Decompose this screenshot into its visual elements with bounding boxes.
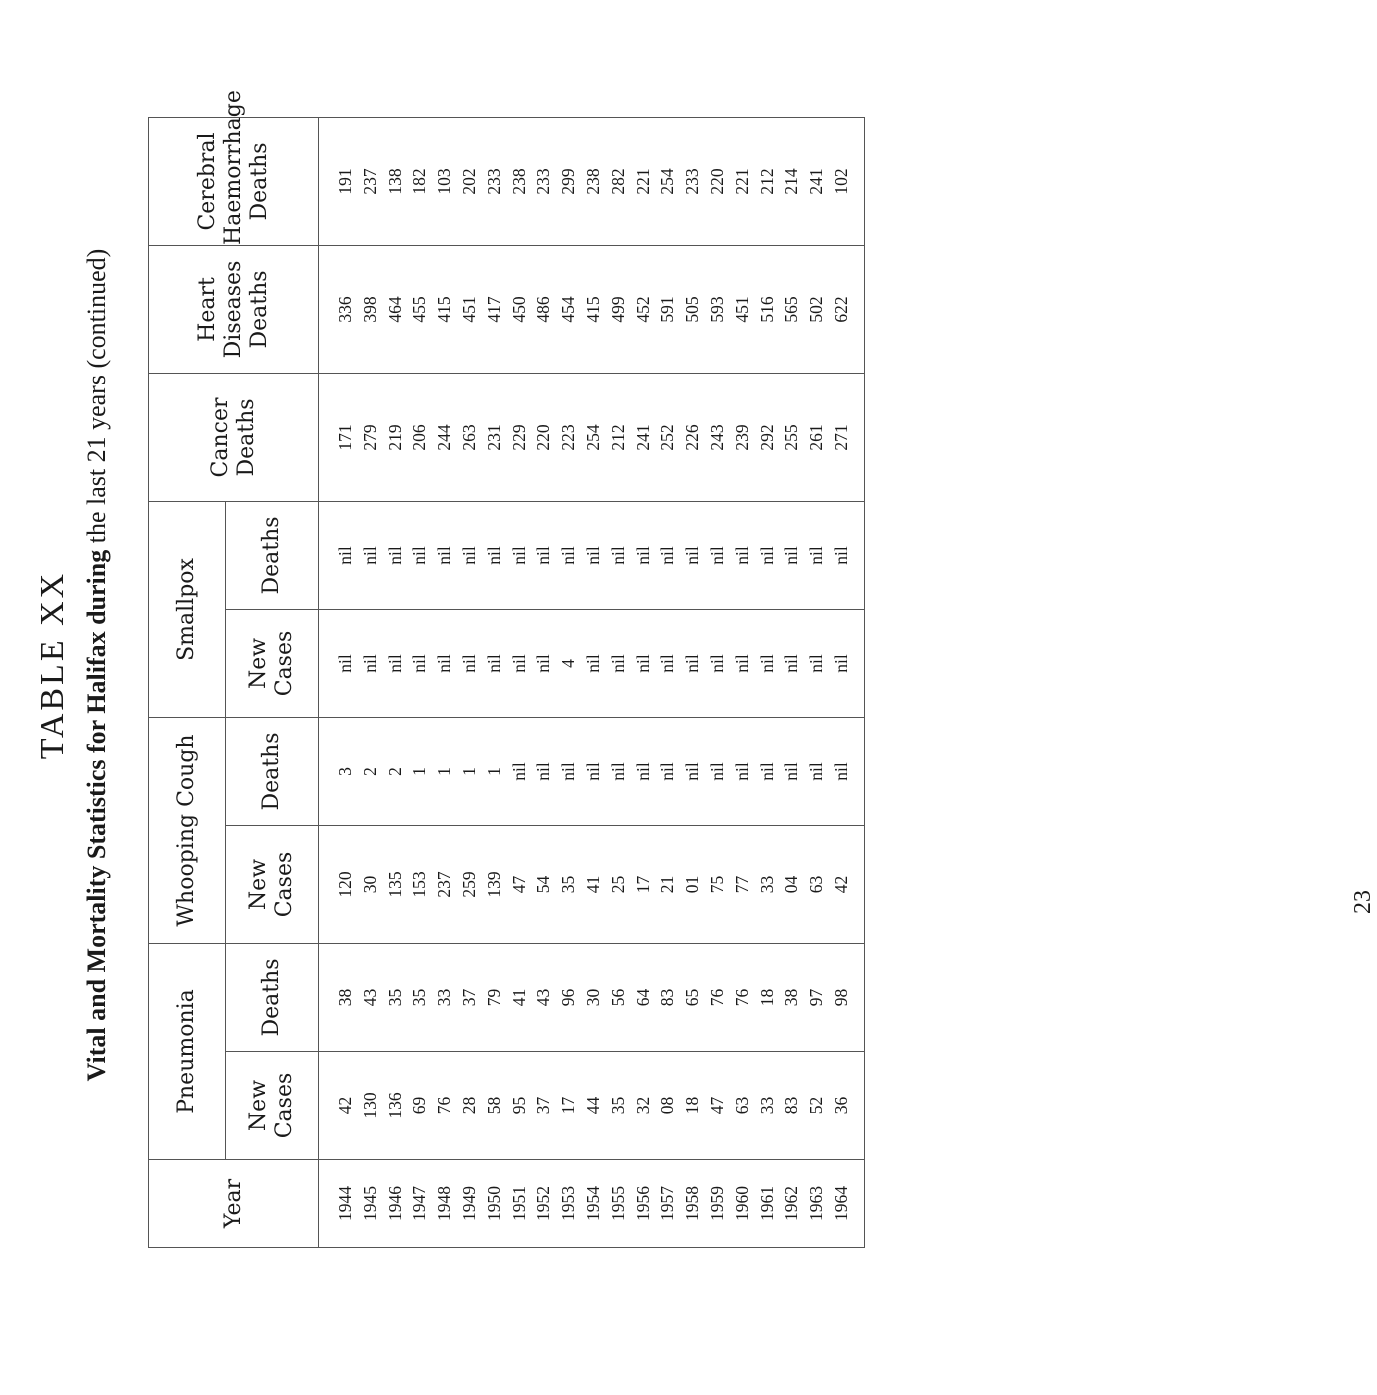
table-cell: 219 (384, 424, 405, 451)
table-cell: 2 (384, 767, 405, 776)
pneumonia-new-cases-column (319, 1052, 865, 1160)
table-cell: 223 (558, 424, 579, 451)
heart-diseases-deaths-column (319, 245, 865, 373)
header-cerebral-haemorrhage-deaths: Cerebral Haemorrhage Deaths (149, 117, 319, 245)
header-smallpox-deaths: Deaths (226, 501, 319, 609)
table-cell: 255 (781, 424, 802, 451)
table-cell: 263 (458, 424, 479, 451)
table-cell: 1948 (434, 1186, 455, 1221)
table-cell: nil (706, 546, 727, 565)
whooping-cough-new-cases-column (319, 826, 865, 944)
table-cell: nil (731, 654, 752, 673)
table-subtitle-plain: the last 21 years (continued) (82, 248, 111, 544)
table-cell: nil (682, 654, 703, 673)
table-cell: 252 (657, 424, 678, 451)
table-cell: 3 (335, 767, 355, 776)
table-cell: nil (508, 546, 529, 565)
table-cell: 516 (756, 296, 777, 323)
table-cell: nil (533, 762, 554, 781)
table-cell: nil (830, 546, 851, 565)
table-cell: nil (781, 546, 802, 565)
table-cell: 1958 (682, 1186, 703, 1221)
table-cell: nil (607, 762, 628, 781)
table-cell: 17 (632, 875, 653, 894)
table-cell: nil (409, 654, 430, 673)
table-cell: 102 (830, 168, 851, 195)
table-cell: 292 (756, 424, 777, 451)
table-cell: 21 (657, 875, 678, 894)
table-cell: nil (682, 762, 703, 781)
table-cell: nil (558, 762, 579, 781)
header-year: Year (149, 1160, 319, 1248)
table-cell: 1 (458, 767, 479, 776)
table-cell: 63 (731, 1096, 752, 1115)
table-cell: 505 (682, 296, 703, 323)
header-pneumonia: Pneumonia (149, 944, 226, 1160)
table-cell: 1947 (409, 1186, 430, 1221)
table-cell: 64 (632, 988, 653, 1007)
table-title: TABLE XX (34, 570, 71, 760)
table-cell: 36 (830, 1096, 851, 1115)
table-cell: 17 (558, 1096, 579, 1115)
table-cell: 42 (335, 1096, 355, 1115)
table-cell: 221 (731, 168, 752, 195)
table-cell: nil (384, 654, 405, 673)
table-cell: 237 (359, 168, 380, 195)
table-cell: nil (582, 654, 603, 673)
table-cell: 1962 (781, 1186, 802, 1221)
table-cell: 120 (335, 871, 355, 898)
table-cell: 450 (508, 296, 529, 323)
table-cell: nil (731, 762, 752, 781)
table-cell: 42 (830, 875, 851, 894)
table-cell: 415 (434, 296, 455, 323)
table-cell: 56 (607, 988, 628, 1007)
table-cell: 415 (582, 296, 603, 323)
table-cell: nil (458, 546, 479, 565)
table-cell: nil (830, 654, 851, 673)
table-cell: 41 (508, 988, 529, 1007)
table-cell: 130 (359, 1092, 380, 1119)
table-cell: 54 (533, 875, 554, 894)
table-cell: nil (781, 762, 802, 781)
header-smallpox-new-cases: New Cases (226, 609, 319, 717)
table-cell: nil (359, 654, 380, 673)
table-cell: 243 (706, 424, 727, 451)
table-cell: 1 (483, 767, 504, 776)
table-cell: 1957 (657, 1186, 678, 1221)
header-whooping-cough: Whooping Cough (149, 717, 226, 943)
table-cell: 486 (533, 296, 554, 323)
table-cell: 417 (483, 296, 504, 323)
table-cell: 83 (657, 988, 678, 1007)
header-whooping-cough-deaths: Deaths (226, 717, 319, 825)
table-cell: 1952 (533, 1186, 554, 1221)
table-cell: 451 (458, 296, 479, 323)
table-cell: nil (731, 546, 752, 565)
table-cell: 65 (682, 988, 703, 1007)
table-cell: 30 (582, 988, 603, 1007)
table-cell: 1963 (806, 1186, 827, 1221)
table-cell: 221 (632, 168, 653, 195)
whooping-cough-deaths-column (319, 717, 865, 825)
table-cell: nil (434, 546, 455, 565)
table-cell: 38 (335, 988, 355, 1007)
table-cell: nil (409, 546, 430, 565)
table-cell: 279 (359, 424, 380, 451)
table-cell: nil (632, 762, 653, 781)
table-cell: 1961 (756, 1186, 777, 1221)
table-cell: nil (335, 654, 355, 673)
table-cell: 220 (533, 424, 554, 451)
table-cell: 76 (706, 988, 727, 1007)
table-cell: 97 (806, 988, 827, 1007)
table-subtitle-bold: Vital and Mortality Statistics for Halifax during (82, 549, 111, 1082)
header-whooping-cough-new-cases: New Cases (226, 826, 319, 944)
table-cell: 271 (830, 424, 851, 451)
table-cell: 1951 (508, 1186, 529, 1221)
statistics-table (148, 90, 865, 1248)
table-cell: 01 (682, 875, 703, 894)
table-cell: 229 (508, 424, 529, 451)
table-cell: 1 (434, 767, 455, 776)
table-cell: 43 (533, 988, 554, 1007)
table-cell: nil (607, 546, 628, 565)
table-cell: 202 (458, 168, 479, 195)
table-cell: nil (508, 654, 529, 673)
year-column (319, 1160, 865, 1248)
header-smallpox: Smallpox (149, 501, 226, 717)
table-cell: nil (558, 546, 579, 565)
table-cell: nil (335, 546, 355, 565)
table-cell: nil (483, 654, 504, 673)
table-cell: 451 (731, 296, 752, 323)
table-cell: 153 (409, 871, 430, 898)
table-cell: 135 (384, 871, 405, 898)
table-cell: nil (756, 654, 777, 673)
table-cell: nil (582, 546, 603, 565)
header-cancer-deaths: Cancer Deaths (149, 373, 319, 501)
table-cell: 08 (657, 1096, 678, 1115)
table-cell: nil (706, 762, 727, 781)
table-cell: 35 (607, 1096, 628, 1115)
table-cell: nil (706, 654, 727, 673)
table-cell: nil (508, 762, 529, 781)
table-cell: 226 (682, 424, 703, 451)
table-cell: 455 (409, 296, 430, 323)
table-cell: nil (806, 762, 827, 781)
table-cell: 214 (781, 168, 802, 195)
table-cell: 191 (335, 168, 355, 195)
table-cell: 452 (632, 296, 653, 323)
cerebral-haemorrhage-deaths-column (319, 117, 865, 245)
table-cell: 241 (806, 168, 827, 195)
table-cell: nil (806, 546, 827, 565)
table-cell: 69 (409, 1096, 430, 1115)
table-cell: 76 (731, 988, 752, 1007)
smallpox-new-cases-column (319, 609, 865, 717)
table-cell: 33 (434, 988, 455, 1007)
table-cell: 37 (533, 1096, 554, 1115)
table-cell: 103 (434, 168, 455, 195)
table-cell: 1949 (458, 1186, 479, 1221)
table-cell: nil (483, 546, 504, 565)
table-cell: 35 (558, 875, 579, 894)
table-cell: 33 (756, 875, 777, 894)
table-cell: 1959 (706, 1186, 727, 1221)
table-cell: 565 (781, 296, 802, 323)
table-cell: nil (582, 762, 603, 781)
table-cell: 231 (483, 424, 504, 451)
table-cell: nil (533, 546, 554, 565)
table-cell: 233 (682, 168, 703, 195)
table-cell: 18 (756, 988, 777, 1007)
table-cell: 33 (756, 1096, 777, 1115)
header-pneumonia-deaths: Deaths (226, 944, 319, 1052)
table-cell: nil (657, 546, 678, 565)
table-cell: 244 (434, 424, 455, 451)
table-cell: 52 (806, 1096, 827, 1115)
table-cell: nil (806, 654, 827, 673)
table-cell: 138 (384, 168, 405, 195)
rotated-page (20, 20, 1376, 1310)
table-cell: 261 (806, 424, 827, 451)
table-cell: 233 (483, 168, 504, 195)
table-cell: nil (756, 546, 777, 565)
table-cell: 139 (483, 871, 504, 898)
table-cell: 454 (558, 296, 579, 323)
table-cell: nil (384, 546, 405, 565)
header-pneumonia-new-cases: New Cases (226, 1052, 319, 1160)
cancer-deaths-column (319, 373, 865, 501)
table-cell: nil (632, 546, 653, 565)
table-cell: 95 (508, 1096, 529, 1115)
table-cell: 79 (483, 988, 504, 1007)
table-cell: 136 (384, 1092, 405, 1119)
table-cell: 1946 (384, 1186, 405, 1221)
table-cell: 04 (781, 875, 802, 894)
table-cell: 32 (632, 1096, 653, 1115)
table-cell: 38 (781, 988, 802, 1007)
pneumonia-deaths-column (319, 944, 865, 1052)
table-cell: 398 (359, 296, 380, 323)
table-cell: 1954 (582, 1186, 603, 1221)
table-cell: 43 (359, 988, 380, 1007)
table-cell: 2 (359, 767, 380, 776)
page-number: 23 (1350, 890, 1376, 914)
smallpox-deaths-column (319, 501, 865, 609)
table-cell: 83 (781, 1096, 802, 1115)
table-cell: 499 (607, 296, 628, 323)
table-cell: 47 (508, 875, 529, 894)
table-cell: 41 (582, 875, 603, 894)
table-cell: 282 (607, 168, 628, 195)
table-cell: nil (458, 654, 479, 673)
table-cell: 63 (806, 875, 827, 894)
table-cell: 622 (830, 296, 851, 323)
table-cell: 98 (830, 988, 851, 1007)
table-cell: nil (781, 654, 802, 673)
table-cell: 37 (458, 988, 479, 1007)
table-cell: 254 (657, 168, 678, 195)
table-cell: 254 (582, 424, 603, 451)
table-cell: 238 (582, 168, 603, 195)
table-cell: 35 (384, 988, 405, 1007)
table-cell: 206 (409, 424, 430, 451)
table-cell: nil (657, 654, 678, 673)
table-cell: 171 (335, 424, 355, 451)
table-cell: 212 (607, 424, 628, 451)
table-cell: nil (434, 654, 455, 673)
table-cell: 96 (558, 988, 579, 1007)
table-cell: 1960 (731, 1186, 752, 1221)
table-cell: 1945 (359, 1186, 380, 1221)
table-cell: 18 (682, 1096, 703, 1115)
table-cell: 4 (558, 659, 579, 668)
table-cell: 299 (558, 168, 579, 195)
header-heart-diseases-deaths: Heart Diseases Deaths (149, 245, 319, 373)
table-cell: nil (533, 654, 554, 673)
table-cell: nil (682, 546, 703, 565)
table-cell: 502 (806, 296, 827, 323)
table-cell: 75 (706, 875, 727, 894)
table-cell: 464 (384, 296, 405, 323)
table-cell: 1953 (558, 1186, 579, 1221)
table-cell: 237 (434, 871, 455, 898)
table-cell: 28 (458, 1096, 479, 1115)
table-cell: 1964 (830, 1186, 851, 1221)
table-cell: 30 (359, 875, 380, 894)
table-cell: nil (657, 762, 678, 781)
table-subtitle (82, 20, 112, 1310)
table-cell: 259 (458, 871, 479, 898)
table-cell: nil (632, 654, 653, 673)
table-cell: 47 (706, 1096, 727, 1115)
table-cell: 25 (607, 875, 628, 894)
table-cell: 233 (533, 168, 554, 195)
table-cell: 1950 (483, 1186, 504, 1221)
table-cell: 212 (756, 168, 777, 195)
table-cell: 238 (508, 168, 529, 195)
table-cell: 593 (706, 296, 727, 323)
table-cell: 1 (409, 767, 430, 776)
table-body-row (319, 117, 865, 1247)
table-cell: 1955 (607, 1186, 628, 1221)
table-cell: 1944 (335, 1186, 355, 1221)
table-cell: 1956 (632, 1186, 653, 1221)
table-cell: 591 (657, 296, 678, 323)
table-cell: 77 (731, 875, 752, 894)
table-cell: 58 (483, 1096, 504, 1115)
table-cell: nil (756, 762, 777, 781)
table-cell: 35 (409, 988, 430, 1007)
table-cell: nil (607, 654, 628, 673)
table-cell: 76 (434, 1096, 455, 1115)
table-cell: 336 (335, 296, 355, 323)
table-cell: 241 (632, 424, 653, 451)
table-cell: 182 (409, 168, 430, 195)
table-cell: nil (830, 762, 851, 781)
table-cell: 44 (582, 1096, 603, 1115)
table-cell: 220 (706, 168, 727, 195)
table-cell: nil (359, 546, 380, 565)
table-cell: 239 (731, 424, 752, 451)
